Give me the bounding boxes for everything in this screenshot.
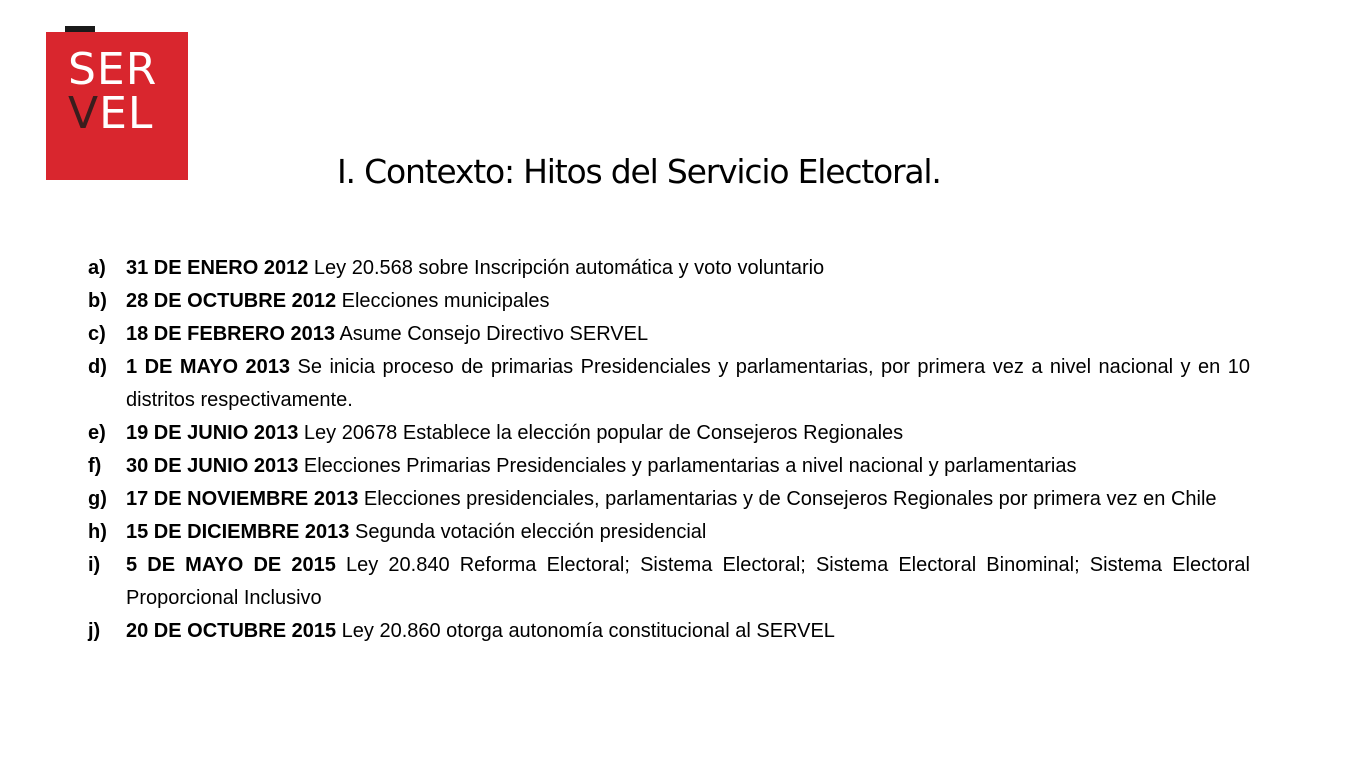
milestone-text: Segunda votación elección presidencial	[354, 521, 707, 543]
milestone-date: 15 DE DICIEMBRE 2013	[126, 521, 350, 543]
milestone-marker: a)	[88, 257, 106, 279]
milestone-date: 5 DE MAYO DE 2015	[126, 554, 336, 576]
milestone-date: 30 DE JUNIO 2013	[126, 455, 299, 477]
milestone-marker: j)	[88, 620, 101, 642]
milestone-date: 18 DE FEBRERO 2013	[126, 323, 335, 345]
milestone-marker: e)	[88, 422, 106, 444]
milestone-marker: i)	[88, 554, 101, 576]
milestone-item	[88, 516, 1250, 549]
milestone-item	[88, 318, 1250, 351]
milestone-text: Ley 20.568 sobre Inscripción automática y voto voluntario	[313, 257, 825, 279]
milestone-text: Elecciones municipales	[341, 290, 550, 312]
milestone-marker: f)	[88, 455, 102, 477]
milestone-item	[88, 615, 1250, 648]
milestone-text: Asume Consejo Directivo SERVEL	[339, 323, 649, 345]
milestone-item	[88, 450, 1250, 483]
logo-line-1: SER	[68, 44, 158, 95]
milestone-text: Ley 20.840 Reforma Electoral; Sistema Electoral; Sistema Electoral Binominal; Sistema Electoral Proporcional Inclusivo	[126, 554, 1251, 609]
milestone-marker: d)	[88, 356, 107, 378]
milestone-item	[88, 483, 1250, 516]
milestone-list	[88, 252, 1250, 648]
logo-line-2	[68, 88, 188, 139]
milestone-item	[88, 417, 1250, 450]
milestone-text: Ley 20.860 otorga autonomía constitucional al SERVEL	[341, 620, 835, 642]
milestone-date: 19 DE JUNIO 2013	[126, 422, 299, 444]
milestone-date: 28 DE OCTUBRE 2012	[126, 290, 337, 312]
milestone-text: Elecciones Primarias Presidenciales y parlamentarias a nivel nacional y parlamentarias	[303, 455, 1077, 477]
milestone-text: Elecciones presidenciales, parlamentarias y de Consejeros Regionales por primera vez en Chile	[363, 488, 1217, 510]
milestone-text: Ley 20678 Establece la elección popular de Consejeros Regionales	[303, 422, 904, 444]
milestone-item	[88, 285, 1250, 318]
milestone-date: 31 DE ENERO 2012	[126, 257, 309, 279]
logo-letter-v: V	[68, 88, 100, 139]
logo-letters-el: EL	[99, 88, 154, 139]
milestone-item	[88, 252, 1250, 285]
milestone-item	[88, 351, 1250, 417]
milestone-marker: h)	[88, 521, 107, 543]
milestone-marker: g)	[88, 488, 107, 510]
milestone-date: 1 DE MAYO 2013	[126, 356, 291, 378]
slide-title: I. Contexto: Hitos del Servicio Electoral.	[337, 152, 941, 191]
milestone-item	[88, 549, 1250, 615]
servel-logo	[46, 32, 188, 180]
milestone-date: 20 DE OCTUBRE 2015	[126, 620, 337, 642]
milestone-marker: b)	[88, 290, 107, 312]
milestone-text: Se inicia proceso de primarias Presidenciales y parlamentarias, por primera vez a nivel nacional y en 10 distritos respectivamente.	[126, 356, 1251, 411]
milestone-marker: c)	[88, 323, 106, 345]
milestone-date: 17 DE NOVIEMBRE 2013	[126, 488, 359, 510]
